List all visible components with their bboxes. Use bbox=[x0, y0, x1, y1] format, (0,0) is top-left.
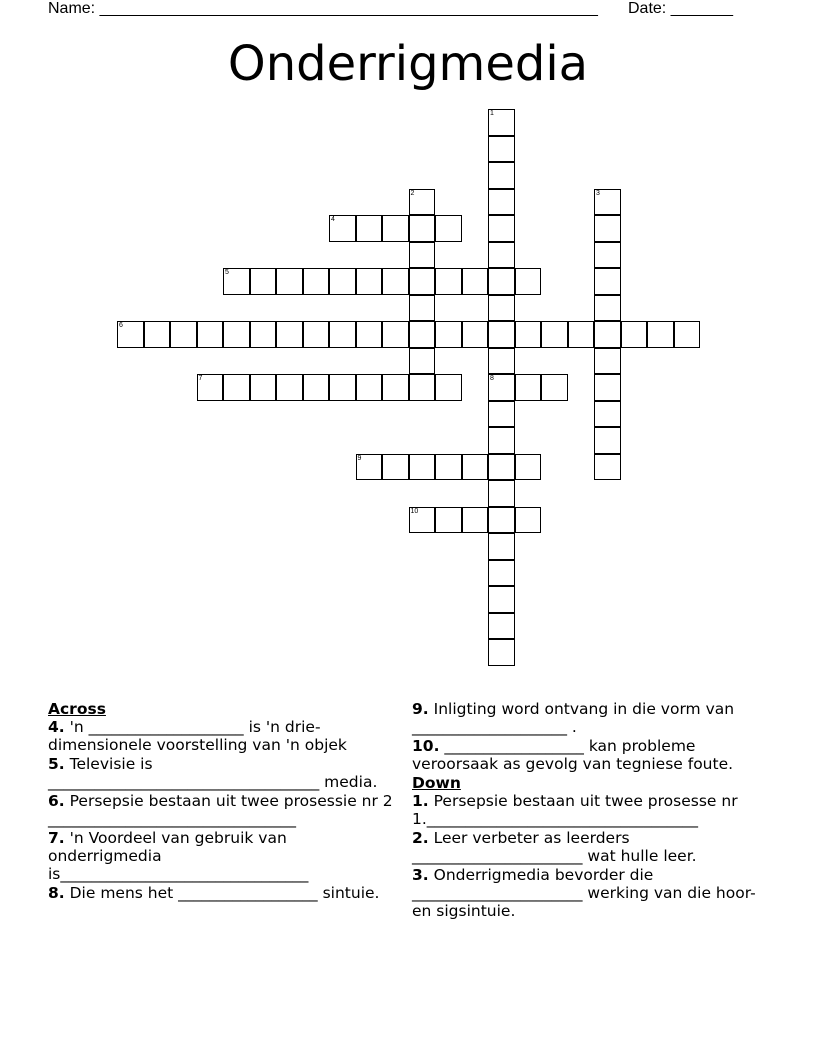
crossword-cell[interactable] bbox=[435, 507, 462, 534]
crossword-cell[interactable] bbox=[541, 321, 568, 348]
crossword-cell[interactable] bbox=[488, 507, 515, 534]
crossword-cell[interactable] bbox=[594, 215, 621, 242]
crossword-cell[interactable] bbox=[382, 268, 409, 295]
crossword-cell[interactable] bbox=[594, 427, 621, 454]
crossword-cell[interactable] bbox=[329, 268, 356, 295]
clue-across-5 bbox=[48, 755, 403, 791]
crossword-cell[interactable] bbox=[488, 560, 515, 587]
crossword-cell[interactable] bbox=[409, 348, 436, 375]
crossword-cell[interactable] bbox=[621, 321, 648, 348]
across-clues bbox=[48, 700, 403, 903]
cell-number: 4 bbox=[331, 216, 335, 223]
crossword-cell[interactable] bbox=[409, 189, 436, 216]
clue-number: 2. bbox=[412, 829, 429, 847]
across-heading: Across bbox=[48, 700, 106, 718]
crossword-cell[interactable] bbox=[488, 321, 515, 348]
clue-number: 8. bbox=[48, 884, 65, 902]
name-field[interactable]: Name: ________________________________________________________ bbox=[48, 0, 598, 17]
crossword-cell[interactable] bbox=[647, 321, 674, 348]
crossword-cell[interactable] bbox=[488, 242, 515, 269]
cell-number: 5 bbox=[225, 269, 229, 276]
crossword-cell[interactable] bbox=[409, 507, 436, 534]
clue-number: 4. bbox=[48, 718, 65, 736]
clue-text: Die mens het __________________ sintuie. bbox=[69, 884, 380, 902]
crossword-cell[interactable] bbox=[435, 374, 462, 401]
crossword-cell[interactable] bbox=[303, 268, 330, 295]
crossword-cell[interactable] bbox=[488, 215, 515, 242]
clue-number: 7. bbox=[48, 829, 65, 847]
crossword-cell[interactable] bbox=[223, 374, 250, 401]
crossword-cell[interactable] bbox=[250, 321, 277, 348]
clue-text: Onderrigmedia bevorder die ______________________ werking van die hoor- en sigsintuie. bbox=[412, 866, 756, 920]
clue-across-4 bbox=[48, 718, 403, 754]
clue-down-2 bbox=[412, 829, 772, 865]
clue-across-10 bbox=[412, 737, 772, 773]
crossword-cell[interactable] bbox=[515, 454, 542, 481]
clue-text: __________________ kan probleme veroorsaak as gevolg van tegniese foute. bbox=[412, 737, 734, 773]
crossword-cell[interactable] bbox=[329, 374, 356, 401]
cell-number: 10 bbox=[410, 507, 419, 515]
down-heading: Down bbox=[412, 774, 461, 792]
crossword-cell[interactable] bbox=[435, 215, 462, 242]
crossword-cell[interactable] bbox=[674, 321, 701, 348]
clue-across-9 bbox=[412, 700, 772, 736]
crossword-cell[interactable] bbox=[435, 321, 462, 348]
crossword-cell[interactable] bbox=[488, 533, 515, 560]
crossword-cell[interactable] bbox=[356, 268, 383, 295]
crossword-cell[interactable] bbox=[594, 374, 621, 401]
crossword-cell[interactable] bbox=[170, 321, 197, 348]
crossword-cell[interactable] bbox=[356, 374, 383, 401]
crossword-cell[interactable] bbox=[568, 321, 595, 348]
crossword-cell[interactable] bbox=[594, 401, 621, 428]
page-title: Onderrigmedia bbox=[227, 36, 589, 92]
crossword-cell[interactable] bbox=[276, 374, 303, 401]
cell-number: 6 bbox=[119, 322, 123, 329]
crossword-cell[interactable] bbox=[462, 507, 489, 534]
clue-text: Persepsie bestaan uit twee prosesse nr 1.___________________________________ bbox=[412, 792, 738, 828]
clue-number: 10. bbox=[412, 737, 440, 755]
cell-number: 7 bbox=[198, 375, 203, 382]
crossword-cell[interactable] bbox=[488, 136, 515, 163]
cell-number: 2 bbox=[410, 189, 415, 197]
cell-number: 1 bbox=[490, 110, 494, 117]
crossword-cell[interactable] bbox=[356, 321, 383, 348]
crossword-cell[interactable] bbox=[541, 374, 568, 401]
crossword-cell[interactable] bbox=[409, 215, 436, 242]
crossword-cell[interactable] bbox=[462, 454, 489, 481]
crossword-cell[interactable] bbox=[303, 321, 330, 348]
crossword-cell[interactable] bbox=[117, 321, 144, 348]
crossword-cell[interactable] bbox=[462, 321, 489, 348]
crossword-cell[interactable] bbox=[197, 374, 224, 401]
crossword-cell[interactable] bbox=[250, 374, 277, 401]
crossword-cell[interactable] bbox=[409, 268, 436, 295]
crossword-cell[interactable] bbox=[515, 507, 542, 534]
crossword-cell[interactable] bbox=[409, 454, 436, 481]
crossword-cell[interactable] bbox=[594, 295, 621, 322]
crossword-cell[interactable] bbox=[409, 295, 436, 322]
crossword-cell[interactable] bbox=[435, 454, 462, 481]
crossword-cell[interactable] bbox=[515, 374, 542, 401]
crossword-cell[interactable] bbox=[488, 454, 515, 481]
crossword-cell[interactable] bbox=[488, 189, 515, 216]
clue-text: Inligting word ontvang in die vorm van ____________________ . bbox=[412, 700, 735, 736]
crossword-cell[interactable] bbox=[594, 321, 621, 348]
crossword-cell[interactable] bbox=[488, 613, 515, 640]
crossword-cell[interactable] bbox=[409, 374, 436, 401]
clue-text: 'n ____________________ is 'n drie-dimensionele voorstelling van 'n objek bbox=[48, 718, 347, 754]
clue-down-3 bbox=[412, 866, 772, 920]
cell-number: 8 bbox=[490, 375, 494, 382]
crossword-cell[interactable] bbox=[303, 374, 330, 401]
clue-number: 1. bbox=[412, 792, 429, 810]
clue-text: Persepsie bestaan uit twee prosessie nr 2 ________________________________ bbox=[48, 792, 393, 828]
crossword-cell[interactable] bbox=[144, 321, 171, 348]
crossword-cell[interactable] bbox=[594, 348, 621, 375]
crossword-cell[interactable] bbox=[488, 401, 515, 428]
crossword-cell[interactable] bbox=[594, 268, 621, 295]
crossword-cell[interactable] bbox=[488, 427, 515, 454]
date-field[interactable]: Date: _______ bbox=[628, 0, 733, 17]
crossword-cell[interactable] bbox=[409, 321, 436, 348]
crossword-cell[interactable] bbox=[594, 189, 621, 216]
crossword-cell[interactable] bbox=[515, 321, 542, 348]
clue-across-8 bbox=[48, 884, 403, 902]
crossword-cell[interactable] bbox=[488, 295, 515, 322]
crossword-cell[interactable] bbox=[223, 321, 250, 348]
crossword-cell[interactable] bbox=[329, 215, 356, 242]
crossword-cell[interactable] bbox=[594, 454, 621, 481]
clue-text: 'n Voordeel van gebruik van onderrigmedia is________________________________ bbox=[48, 829, 309, 883]
crossword-cell[interactable] bbox=[462, 268, 489, 295]
clue-across-7 bbox=[48, 829, 403, 883]
crossword-cell[interactable] bbox=[488, 639, 515, 666]
right-clues bbox=[412, 700, 772, 921]
clue-across-6 bbox=[48, 792, 403, 828]
crossword-cell[interactable] bbox=[382, 321, 409, 348]
crossword-cell[interactable] bbox=[594, 242, 621, 269]
crossword-cell[interactable] bbox=[356, 215, 383, 242]
clue-text: Leer verbeter as leerders ______________________ wat hulle leer. bbox=[412, 829, 697, 865]
crossword-cell[interactable] bbox=[197, 321, 224, 348]
cell-number: 9 bbox=[357, 454, 362, 462]
crossword-cell[interactable] bbox=[488, 268, 515, 295]
clue-number: 3. bbox=[412, 866, 429, 884]
crossword-cell[interactable] bbox=[250, 268, 277, 295]
crossword-cell[interactable] bbox=[488, 162, 515, 189]
crossword-cell[interactable] bbox=[329, 321, 356, 348]
crossword-cell[interactable] bbox=[488, 374, 515, 401]
crossword-cell[interactable] bbox=[382, 374, 409, 401]
crossword-cell[interactable] bbox=[382, 454, 409, 481]
crossword-cell[interactable] bbox=[382, 215, 409, 242]
clue-number: 9. bbox=[412, 700, 429, 718]
crossword-cell[interactable] bbox=[276, 268, 303, 295]
crossword-cell[interactable] bbox=[488, 480, 515, 507]
crossword-cell[interactable] bbox=[488, 586, 515, 613]
crossword-cell[interactable] bbox=[409, 242, 436, 269]
clue-number: 6. bbox=[48, 792, 65, 810]
crossword-cell[interactable] bbox=[488, 348, 515, 375]
crossword-cell[interactable] bbox=[356, 454, 383, 481]
crossword-cell[interactable] bbox=[435, 268, 462, 295]
crossword-cell[interactable] bbox=[276, 321, 303, 348]
cell-number: 3 bbox=[596, 189, 600, 197]
crossword-cell[interactable] bbox=[488, 109, 515, 136]
crossword-cell[interactable] bbox=[515, 268, 542, 295]
clue-down-1 bbox=[412, 792, 772, 828]
clue-number: 5. bbox=[48, 755, 65, 773]
clue-text: Televisie is ___________________________________ media. bbox=[48, 755, 378, 791]
crossword-cell[interactable] bbox=[223, 268, 250, 295]
